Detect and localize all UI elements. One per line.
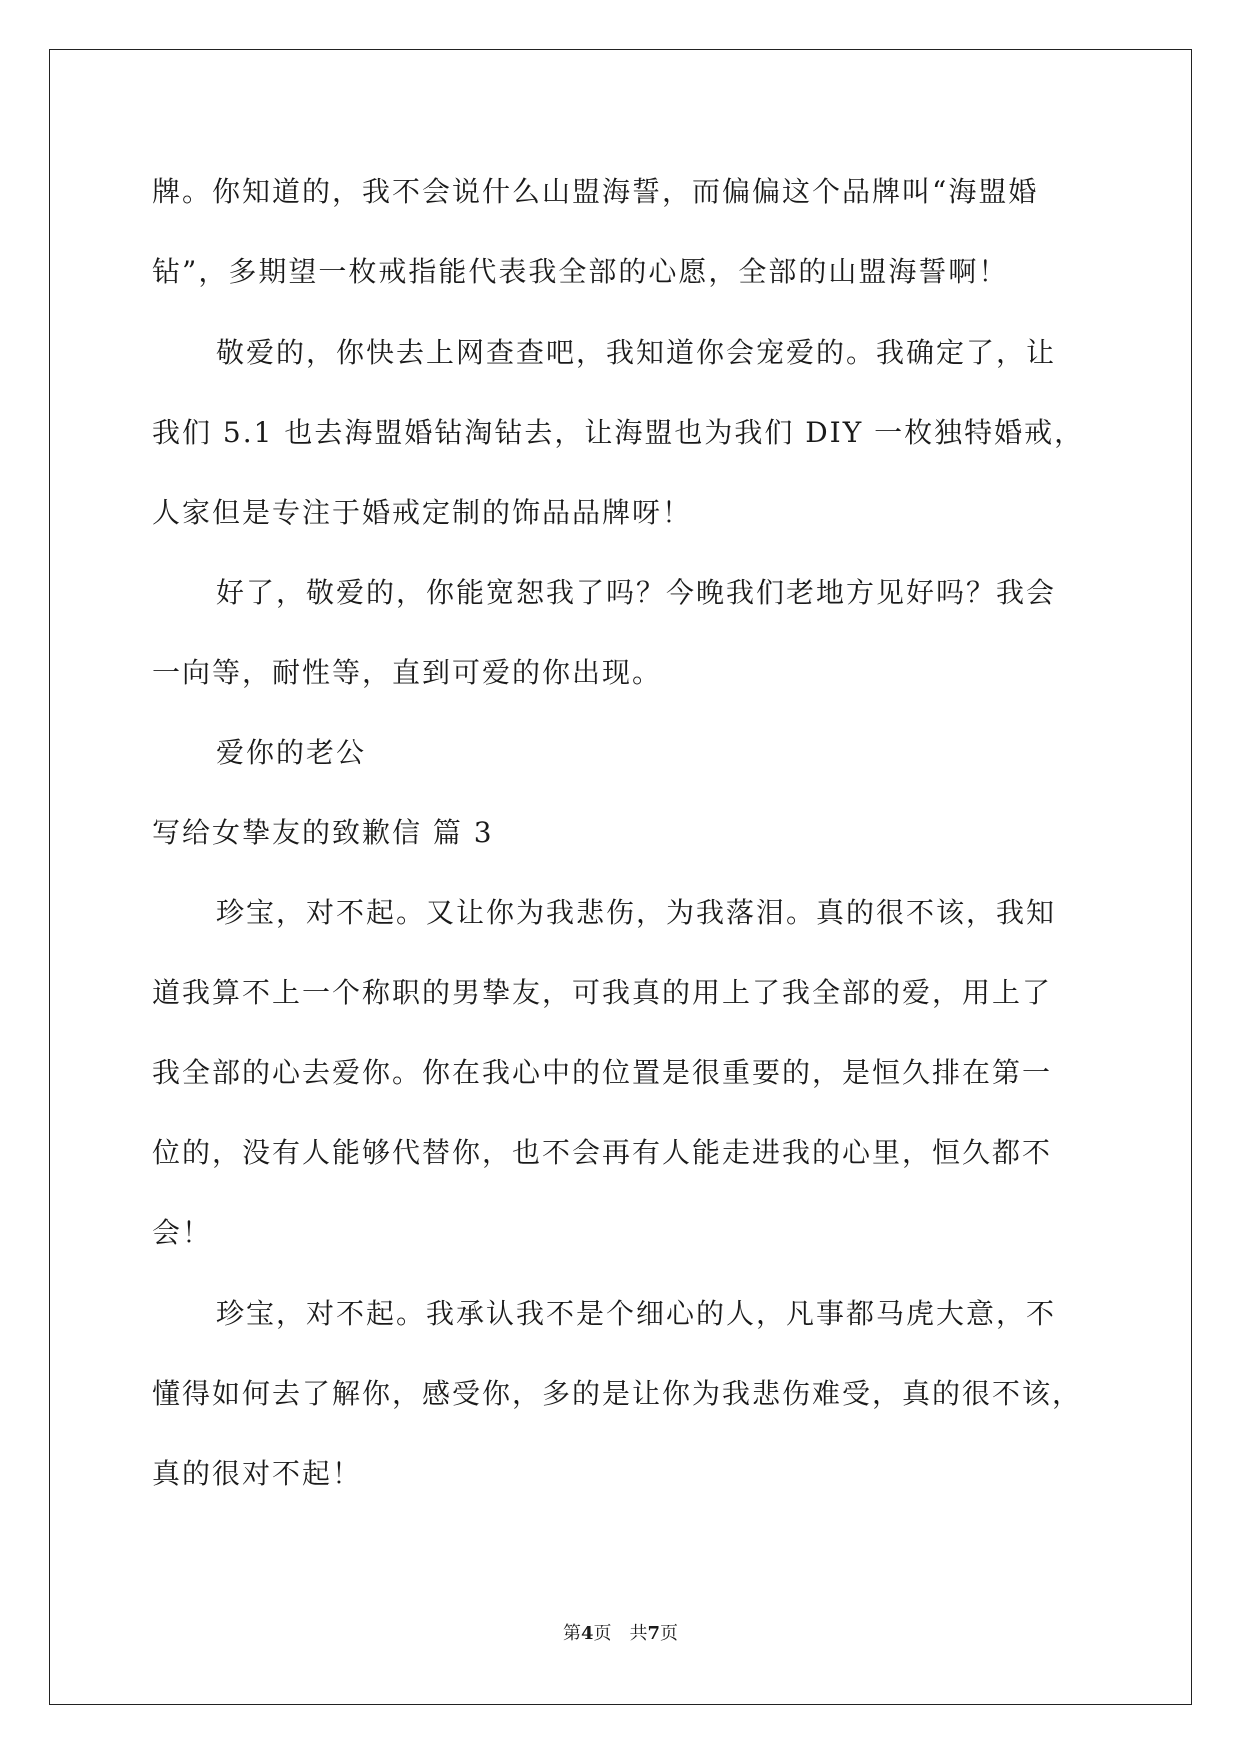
footer-page-prefix: 第 xyxy=(562,1623,581,1644)
text-line: 钻”，多期望一枚戒指能代表我全部的心愿，全部的山盟海誓啊！ xyxy=(152,255,1009,288)
paragraph-start-line: 好了，敬爱的，你能宽恕我了吗？今晚我们老地方见好吗？我会 xyxy=(216,576,1057,609)
footer-page-number: 4 xyxy=(580,1623,594,1644)
signature-line: 爱你的老公 xyxy=(216,736,367,769)
section-heading: 写给女挚友的致歉信 篇 3 xyxy=(152,816,494,849)
page-footer xyxy=(0,1622,1241,1646)
text-line: 真的很对不起！ xyxy=(152,1457,363,1490)
footer-total-prefix: 共 xyxy=(629,1623,648,1644)
text-line: 懂得如何去了解你，感受你，多的是让你为我悲伤难受，真的很不该， xyxy=(152,1377,1083,1410)
footer-total-number: 7 xyxy=(647,1623,661,1644)
text-line: 人家但是专注于婚戒定制的饰品品牌呀！ xyxy=(152,496,693,529)
footer-page-suffix: 页 xyxy=(593,1623,612,1644)
text-line: 牌。你知道的，我不会说什么山盟海誓，而偏偏这个品牌叫“海盟婚 xyxy=(152,175,1039,208)
paragraph-start-line: 敬爱的，你快去上网查查吧，我知道你会宠爱的。我确定了，让 xyxy=(216,336,1057,369)
text-line: 道我算不上一个称职的男挚友，可我真的用上了我全部的爱，用上了 xyxy=(152,976,1053,1009)
text-line: 我全部的心去爱你。你在我心中的位置是很重要的，是恒久排在第一 xyxy=(152,1056,1053,1089)
paragraph-start-line: 珍宝，对不起。我承认我不是个细心的人，凡事都马虎大意，不 xyxy=(216,1297,1057,1330)
text-line: 一向等，耐性等，直到可爱的你出现。 xyxy=(152,656,663,689)
text-line: 我们 5.1 也去海盟婚钻淘钻去，让海盟也为我们 DIY 一枚独特婚戒， xyxy=(152,416,1085,449)
text-line: 位的，没有人能够代替你，也不会再有人能走进我的心里，恒久都不 xyxy=(152,1136,1053,1169)
footer-total-suffix: 页 xyxy=(660,1623,679,1644)
text-line: 会！ xyxy=(152,1216,213,1249)
paragraph-start-line: 珍宝，对不起。又让你为我悲伤，为我落泪。真的很不该，我知 xyxy=(216,896,1057,929)
